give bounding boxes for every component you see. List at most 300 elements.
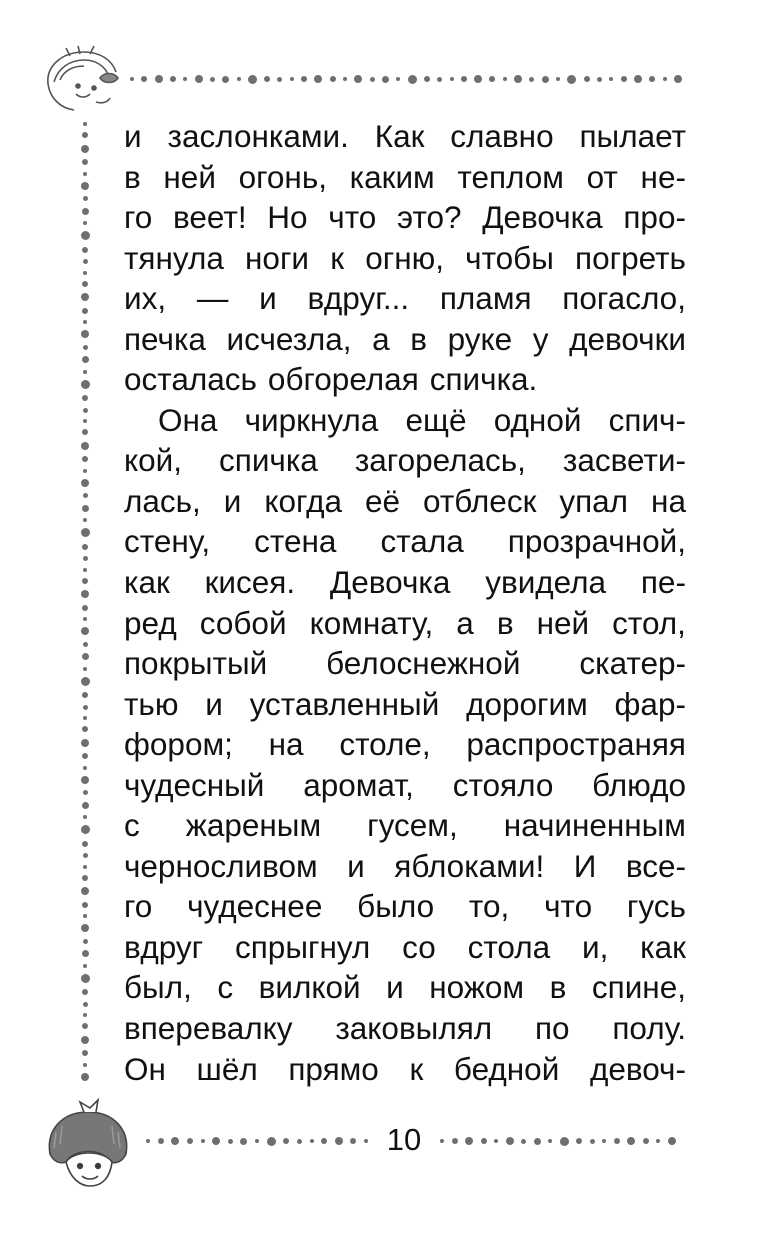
border-dot bbox=[155, 75, 163, 83]
word: спрыгнул bbox=[235, 928, 371, 965]
border-dot bbox=[82, 950, 89, 957]
word: ещё bbox=[405, 401, 467, 438]
word: одной bbox=[493, 401, 582, 438]
word: стену, bbox=[124, 523, 211, 560]
word: прямо bbox=[288, 1050, 379, 1087]
border-dot bbox=[529, 77, 534, 82]
border-dot bbox=[474, 75, 482, 83]
page-number: 10 bbox=[386, 1122, 422, 1157]
border-dot bbox=[82, 989, 88, 995]
border-dot bbox=[81, 974, 90, 983]
border-dot bbox=[83, 370, 87, 374]
text-line bbox=[124, 440, 686, 481]
text-line bbox=[124, 481, 686, 522]
border-dot bbox=[170, 76, 176, 82]
border-dot bbox=[222, 76, 229, 83]
text-line bbox=[124, 1049, 686, 1090]
border-dot bbox=[240, 1138, 247, 1145]
border-dot bbox=[255, 1139, 259, 1143]
border-dot bbox=[83, 271, 87, 275]
border-dot bbox=[81, 145, 89, 153]
border-dot bbox=[195, 75, 203, 83]
word: жареным bbox=[185, 807, 322, 844]
word: Как bbox=[374, 118, 425, 154]
border-dot bbox=[396, 77, 400, 81]
word: девоч- bbox=[589, 1050, 686, 1087]
word: стол, bbox=[612, 604, 686, 641]
word: как bbox=[124, 564, 170, 601]
word: это? bbox=[397, 199, 462, 236]
word: что bbox=[544, 888, 593, 925]
border-dot bbox=[83, 518, 87, 522]
border-dot bbox=[343, 77, 347, 81]
word: полу. bbox=[612, 1010, 686, 1047]
border-dot bbox=[82, 841, 88, 847]
border-dot bbox=[494, 1139, 498, 1143]
word: лась, bbox=[124, 482, 201, 519]
border-dot bbox=[82, 429, 88, 435]
border-dot bbox=[81, 330, 89, 338]
word: отблеск bbox=[423, 482, 537, 519]
border-dot bbox=[83, 1063, 87, 1067]
word: и bbox=[347, 847, 365, 884]
border-dot bbox=[83, 617, 87, 621]
border-dot bbox=[506, 1137, 514, 1145]
border-dot bbox=[350, 1138, 356, 1144]
border-dot bbox=[314, 75, 322, 83]
border-dot bbox=[81, 1036, 89, 1044]
word: а bbox=[456, 604, 474, 641]
text-line bbox=[124, 846, 686, 887]
border-dot bbox=[83, 493, 88, 498]
word: покрытый bbox=[124, 645, 268, 682]
word: было bbox=[357, 888, 435, 925]
word: их, bbox=[124, 280, 167, 317]
border-dot bbox=[82, 802, 89, 809]
text-line bbox=[124, 319, 686, 360]
border-dot bbox=[321, 1138, 327, 1144]
word: спич- bbox=[608, 401, 686, 438]
word: дорогим bbox=[466, 685, 588, 722]
word: яблоками! bbox=[394, 847, 545, 884]
word: гусь bbox=[626, 888, 686, 925]
word: — bbox=[196, 280, 229, 317]
border-dot bbox=[83, 642, 88, 647]
word: вперевалку bbox=[124, 1010, 293, 1047]
word: что bbox=[328, 199, 377, 236]
border-dot bbox=[301, 76, 307, 82]
text-line bbox=[124, 684, 686, 725]
border-dot bbox=[82, 902, 88, 908]
border-dot bbox=[237, 77, 241, 81]
border-dot bbox=[141, 76, 147, 82]
border-dot bbox=[82, 1023, 88, 1029]
border-dot bbox=[267, 1137, 276, 1146]
text-line bbox=[124, 521, 686, 562]
border-dot bbox=[146, 1139, 150, 1143]
border-dot bbox=[614, 1138, 620, 1144]
girl-face-top-icon bbox=[40, 44, 132, 120]
border-dot bbox=[82, 456, 88, 462]
border-dot bbox=[81, 677, 90, 686]
border-dot bbox=[81, 776, 89, 784]
border-dot bbox=[81, 442, 89, 450]
border-dot bbox=[465, 1137, 473, 1145]
border-dot bbox=[82, 1050, 88, 1056]
border-dot bbox=[83, 939, 88, 944]
word: веет! bbox=[173, 199, 247, 236]
border-dot bbox=[584, 76, 590, 82]
border-dot bbox=[83, 259, 88, 264]
word: пламя bbox=[439, 280, 532, 317]
word: пе- bbox=[640, 564, 686, 601]
border-dot bbox=[83, 914, 87, 918]
word: ножом bbox=[429, 969, 525, 1006]
word: бедной bbox=[453, 1050, 560, 1087]
word: чтобы bbox=[465, 239, 554, 276]
border-dot bbox=[674, 75, 682, 83]
border-dot bbox=[83, 568, 87, 572]
border-dot bbox=[212, 1137, 220, 1145]
border-dot bbox=[576, 1138, 582, 1144]
word: не- bbox=[640, 158, 686, 195]
border-dot bbox=[83, 408, 88, 413]
border-dot bbox=[83, 122, 87, 126]
word: ноги bbox=[245, 239, 310, 276]
border-dot bbox=[514, 75, 522, 83]
word: гусем, bbox=[367, 807, 458, 844]
word: распространяя bbox=[466, 726, 686, 763]
word: увидела bbox=[485, 564, 607, 601]
top-dotted-border bbox=[130, 72, 682, 86]
border-dot bbox=[643, 1138, 649, 1144]
border-dot bbox=[408, 75, 417, 84]
border-dot bbox=[82, 605, 88, 611]
word: на bbox=[651, 482, 686, 519]
border-dot bbox=[83, 345, 88, 350]
story-text bbox=[124, 116, 686, 1089]
text-line bbox=[124, 967, 686, 1008]
word: Она bbox=[158, 401, 218, 438]
border-dot bbox=[82, 653, 89, 660]
border-dot bbox=[82, 247, 88, 253]
text-line bbox=[124, 116, 686, 157]
word: фар- bbox=[614, 685, 686, 722]
border-dot bbox=[81, 825, 90, 834]
word: скатер- bbox=[579, 645, 686, 682]
border-dot bbox=[82, 395, 88, 401]
border-dot bbox=[83, 1013, 87, 1017]
border-dot bbox=[83, 705, 88, 710]
border-dot bbox=[597, 77, 602, 82]
border-dot bbox=[590, 1139, 595, 1144]
word: и bbox=[259, 280, 277, 317]
word: стояло bbox=[452, 766, 554, 803]
border-dot bbox=[210, 77, 215, 82]
word: тянула bbox=[124, 239, 224, 276]
border-dot bbox=[83, 320, 87, 324]
border-dot bbox=[82, 356, 89, 363]
border-dot bbox=[649, 76, 655, 82]
border-dot bbox=[82, 578, 88, 584]
border-dot bbox=[264, 76, 270, 82]
border-dot bbox=[556, 77, 560, 81]
word: то, bbox=[468, 888, 510, 925]
word: чудеснее bbox=[187, 888, 323, 925]
text-line bbox=[124, 157, 686, 198]
border-dot bbox=[83, 716, 87, 720]
word: прозрачной, bbox=[507, 523, 686, 560]
word: спичка bbox=[219, 442, 318, 479]
word: фором; bbox=[124, 726, 233, 763]
word: печка bbox=[124, 320, 206, 357]
border-dot bbox=[335, 1137, 343, 1145]
word: аромат, bbox=[303, 766, 414, 803]
border-dot bbox=[461, 76, 467, 82]
word: в bbox=[124, 158, 141, 195]
word: столе, bbox=[339, 726, 431, 763]
border-dot bbox=[81, 924, 89, 932]
border-dot bbox=[290, 77, 294, 81]
word: огонь, bbox=[238, 158, 327, 195]
word: кой, bbox=[124, 442, 183, 479]
word: погасло, bbox=[562, 280, 686, 317]
border-dot bbox=[83, 172, 87, 176]
border-dot bbox=[330, 76, 336, 82]
word: а bbox=[372, 320, 390, 357]
bottom-left-dotted-border bbox=[146, 1134, 368, 1148]
text-line bbox=[124, 643, 686, 684]
border-dot bbox=[424, 76, 430, 82]
word: у bbox=[532, 320, 549, 357]
border-dot bbox=[283, 1138, 289, 1144]
word: со bbox=[402, 928, 436, 965]
word: девочки bbox=[569, 320, 686, 357]
word: все- bbox=[625, 847, 686, 884]
border-dot bbox=[452, 1138, 458, 1144]
text-line bbox=[124, 400, 686, 441]
border-dot bbox=[609, 77, 613, 81]
border-dot bbox=[83, 865, 87, 869]
border-dot bbox=[534, 1138, 541, 1145]
border-dot bbox=[81, 231, 90, 240]
border-dot bbox=[81, 887, 89, 895]
word: ней bbox=[536, 604, 590, 641]
border-dot bbox=[82, 281, 88, 287]
word: исчезла, bbox=[226, 320, 352, 357]
word: по bbox=[534, 1010, 570, 1047]
border-dot bbox=[83, 1002, 88, 1007]
word: в bbox=[410, 320, 427, 357]
border-dot bbox=[228, 1139, 233, 1144]
border-dot bbox=[310, 1139, 314, 1143]
word: к bbox=[409, 1050, 424, 1087]
text-line bbox=[124, 765, 686, 806]
word: вилкой bbox=[258, 969, 361, 1006]
word: черносливом bbox=[124, 847, 318, 884]
border-dot bbox=[82, 544, 88, 550]
word: руке bbox=[447, 320, 513, 357]
border-dot bbox=[634, 75, 642, 83]
border-dot bbox=[602, 1139, 606, 1143]
text-line bbox=[124, 724, 686, 765]
border-dot bbox=[183, 77, 187, 81]
word: был, bbox=[124, 969, 192, 1006]
word: ней bbox=[163, 158, 216, 195]
border-dot bbox=[81, 1073, 89, 1081]
word: с bbox=[124, 807, 140, 844]
word: ред bbox=[124, 604, 177, 641]
word: упал bbox=[559, 482, 629, 519]
word: вдруг bbox=[124, 928, 204, 965]
word: стала bbox=[380, 523, 464, 560]
girl-face-bottom-icon bbox=[40, 1092, 138, 1192]
word: когда bbox=[264, 482, 343, 519]
word: вдруг... bbox=[307, 280, 410, 317]
word: Девочка bbox=[329, 564, 451, 601]
word: го bbox=[124, 888, 153, 925]
border-dot bbox=[81, 627, 89, 635]
border-dot bbox=[81, 739, 89, 747]
word: заковылял bbox=[335, 1010, 493, 1047]
word: и bbox=[386, 969, 404, 1006]
word: начиненным bbox=[503, 807, 686, 844]
word: Он bbox=[124, 1050, 166, 1087]
word: блюдо bbox=[592, 766, 686, 803]
border-dot bbox=[560, 1137, 569, 1146]
border-dot bbox=[82, 875, 88, 881]
border-dot bbox=[663, 77, 667, 81]
word: с bbox=[217, 969, 234, 1006]
word: её bbox=[365, 482, 401, 519]
word: каким bbox=[349, 158, 435, 195]
border-dot bbox=[567, 75, 576, 84]
border-dot bbox=[83, 196, 88, 201]
text-line bbox=[124, 1008, 686, 1049]
border-dot bbox=[82, 308, 88, 314]
word: Девочка bbox=[482, 199, 603, 236]
border-dot bbox=[82, 132, 88, 138]
word: загорелась, bbox=[354, 442, 526, 479]
border-dot bbox=[81, 590, 89, 598]
border-dot bbox=[248, 75, 257, 84]
text-line bbox=[124, 927, 686, 968]
word: погреть bbox=[575, 239, 686, 276]
text-line bbox=[124, 359, 686, 400]
border-dot bbox=[83, 766, 87, 770]
word: стола bbox=[467, 928, 551, 965]
word: спичка. bbox=[429, 361, 538, 398]
text-line bbox=[124, 562, 686, 603]
word: Но bbox=[267, 199, 308, 236]
border-dot bbox=[656, 1139, 660, 1143]
word: от bbox=[586, 158, 618, 195]
border-dot bbox=[81, 528, 90, 537]
border-dot bbox=[81, 293, 89, 301]
border-dot bbox=[440, 1139, 444, 1143]
word: на bbox=[268, 726, 304, 763]
border-dot bbox=[171, 1137, 179, 1145]
border-dot bbox=[83, 964, 87, 968]
word: и bbox=[124, 118, 142, 154]
word: огню, bbox=[365, 239, 444, 276]
border-dot bbox=[82, 159, 88, 165]
border-dot bbox=[542, 76, 549, 83]
border-dot bbox=[364, 1139, 368, 1143]
border-dot bbox=[489, 76, 495, 82]
border-dot bbox=[297, 1139, 302, 1144]
border-dot bbox=[627, 1137, 635, 1145]
border-dot bbox=[82, 692, 88, 698]
border-dot bbox=[82, 726, 88, 732]
word: пылает bbox=[579, 118, 686, 154]
border-dot bbox=[201, 1139, 205, 1143]
word: теплом bbox=[457, 158, 564, 195]
border-dot bbox=[81, 182, 89, 190]
border-dot bbox=[83, 469, 87, 473]
word: собой bbox=[199, 604, 287, 641]
word: шёл bbox=[196, 1050, 258, 1087]
word: и bbox=[223, 482, 242, 519]
border-dot bbox=[81, 380, 90, 389]
border-dot bbox=[370, 77, 375, 82]
word: чудесный bbox=[124, 766, 265, 803]
word: тью bbox=[124, 685, 179, 722]
word: комнату, bbox=[309, 604, 434, 641]
border-dot bbox=[81, 479, 89, 487]
text-line bbox=[124, 603, 686, 644]
border-dot bbox=[521, 1139, 526, 1144]
border-dot bbox=[158, 1138, 164, 1144]
word: засвети- bbox=[562, 442, 686, 479]
word: уставленный bbox=[249, 685, 440, 722]
border-dot bbox=[382, 76, 389, 83]
border-dot bbox=[83, 667, 87, 671]
border-dot bbox=[437, 77, 442, 82]
text-line bbox=[124, 197, 686, 238]
border-dot bbox=[354, 75, 362, 83]
border-dot bbox=[83, 419, 87, 423]
border-dot bbox=[481, 1138, 487, 1144]
word: осталась bbox=[124, 361, 257, 398]
text-line bbox=[124, 278, 686, 319]
word: чиркнула bbox=[244, 401, 379, 438]
left-dotted-border bbox=[78, 122, 92, 1082]
word: про- bbox=[623, 199, 686, 236]
border-dot bbox=[621, 76, 627, 82]
word: стена bbox=[254, 523, 337, 560]
word: заслонками. bbox=[167, 118, 349, 154]
word: в bbox=[549, 969, 567, 1006]
word: кисея. bbox=[204, 564, 296, 601]
text-line bbox=[124, 886, 686, 927]
border-dot bbox=[83, 790, 88, 795]
word: И bbox=[573, 847, 597, 884]
border-dot bbox=[503, 77, 507, 81]
border-dot bbox=[548, 1139, 552, 1143]
border-dot bbox=[83, 853, 88, 858]
text-line bbox=[124, 238, 686, 279]
bottom-right-dotted-border bbox=[440, 1134, 676, 1148]
word: белоснежной bbox=[326, 645, 521, 682]
border-dot bbox=[130, 77, 134, 81]
word: спине, bbox=[591, 969, 686, 1006]
border-dot bbox=[187, 1138, 193, 1144]
word: славно bbox=[450, 118, 554, 154]
text-line bbox=[124, 805, 686, 846]
word: го bbox=[124, 199, 153, 236]
border-dot bbox=[82, 753, 88, 759]
